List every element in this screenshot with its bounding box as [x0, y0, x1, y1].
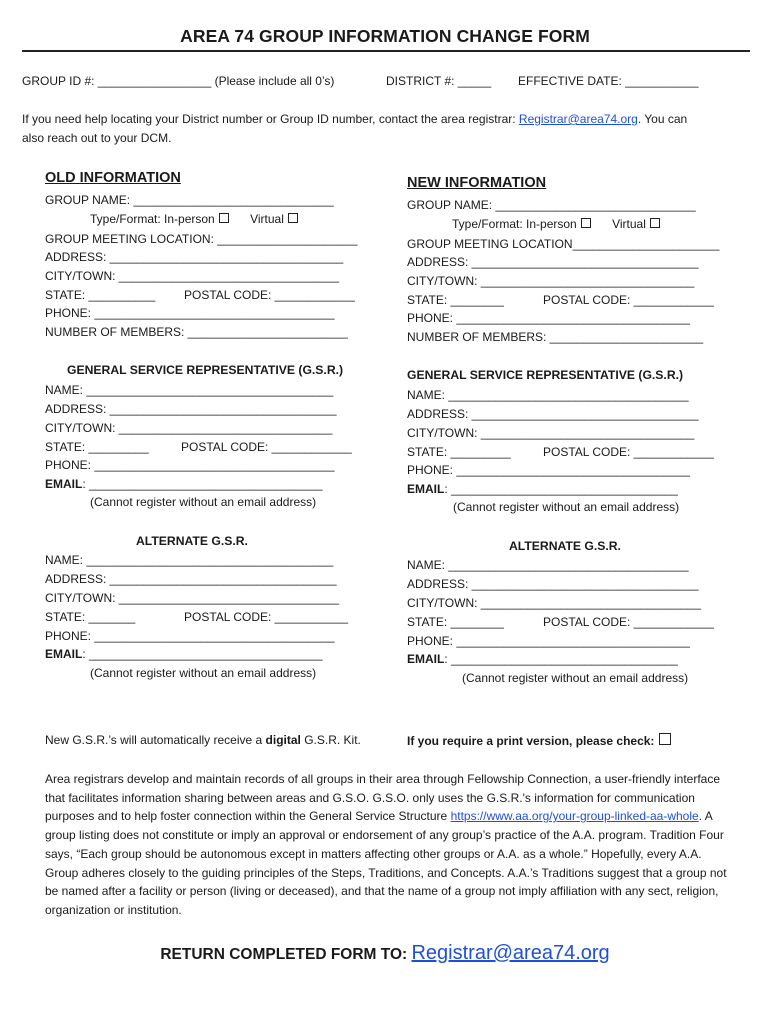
- old-alt-postal-field[interactable]: POSTAL CODE: ___________: [184, 610, 349, 624]
- help-line-2: also reach out to your DCM.: [22, 131, 172, 145]
- kit-bold: digital: [265, 733, 301, 747]
- title-rule: [22, 50, 750, 52]
- email-label: EMAIL: [407, 482, 445, 496]
- page-title: AREA 74 GROUP INFORMATION CHANGE FORM: [180, 26, 590, 46]
- old-gsr-address-field[interactable]: ADDRESS: __________________________________: [45, 402, 337, 416]
- old-type-format: [90, 212, 298, 226]
- new-alt-heading: ALTERNATE G.S.R.: [509, 539, 621, 553]
- email-label: EMAIL: [45, 647, 83, 661]
- gsr-kit-note: [45, 733, 361, 747]
- email-label: EMAIL: [407, 652, 445, 666]
- old-city-field[interactable]: CITY/TOWN: _________________________________: [45, 269, 340, 283]
- old-gsr-name-field[interactable]: NAME: _____________________________________: [45, 383, 334, 397]
- new-alt-address-field[interactable]: ADDRESS: __________________________________: [407, 577, 699, 591]
- old-gsr-city-field[interactable]: CITY/TOWN: ________________________________: [45, 421, 333, 435]
- help-text-suffix: . You can: [637, 112, 688, 126]
- new-alt-state-field[interactable]: STATE: ________: [407, 615, 504, 629]
- aa-org-link[interactable]: https://www.aa.org/your-group-linked-aa-whole: [450, 809, 699, 824]
- registrar-info-paragraph: [45, 770, 735, 920]
- old-alt-state-field[interactable]: STATE: _______: [45, 610, 136, 624]
- old-alt-email-field[interactable]: [45, 647, 323, 661]
- new-state-field[interactable]: STATE: ________: [407, 293, 504, 307]
- old-gsr-email-field[interactable]: [45, 477, 323, 491]
- virtual-label: Virtual: [612, 217, 646, 231]
- registrar-email-link[interactable]: Registrar@area74.org: [518, 112, 638, 126]
- print-version-label: If you require a print version, please check:: [407, 734, 655, 748]
- old-virtual-checkbox[interactable]: [288, 213, 298, 223]
- old-gsr-heading: GENERAL SERVICE REPRESENTATIVE (G.S.R.): [67, 363, 344, 377]
- old-address-field[interactable]: ADDRESS: ___________________________________: [45, 250, 344, 264]
- new-alt-email-note: (Cannot register without an email address): [462, 671, 689, 685]
- old-in-person-checkbox[interactable]: [219, 213, 229, 223]
- old-alt-heading: ALTERNATE G.S.R.: [136, 534, 248, 548]
- district-field[interactable]: DISTRICT #: _____: [386, 74, 492, 88]
- new-gsr-heading: GENERAL SERVICE REPRESENTATIVE (G.S.R.): [407, 368, 684, 382]
- kit-prefix: New G.S.R.’s will automatically receive a: [45, 733, 266, 747]
- return-email-link[interactable]: Registrar@area74.org: [411, 942, 610, 964]
- help-line-1: [22, 112, 687, 126]
- new-gsr-phone-field[interactable]: PHONE: ___________________________________: [407, 463, 690, 477]
- old-gsr-email-note: (Cannot register without an email address): [90, 495, 317, 509]
- new-gsr-name-field[interactable]: NAME: ____________________________________: [407, 388, 689, 402]
- old-postal-field[interactable]: POSTAL CODE: ____________: [184, 288, 355, 302]
- return-label: RETURN COMPLETED FORM TO:: [160, 946, 412, 963]
- new-city-field[interactable]: CITY/TOWN: ________________________________: [407, 274, 695, 288]
- print-version-checkbox[interactable]: [659, 733, 671, 745]
- new-gsr-postal-field[interactable]: POSTAL CODE: ____________: [543, 445, 714, 459]
- virtual-label: Virtual: [250, 212, 284, 226]
- new-group-name-field[interactable]: GROUP NAME: ______________________________: [407, 198, 696, 212]
- paragraph-text-2: . A group listing does not constitute or imply an approval or endorsement of any group’s practice of the A.A. program. Tradition Four says, “Each group should be autonomous except in matters affecting other groups or A.A. as a whole.” Hopefully, every A.A. Group adheres closely to the guiding principles of the Steps, Traditions, and Concepts. A.A.’s Traditions suggest that a group not be named after a facility or person (living or deceased), and that the name of a group not imply affiliation with any sect, religion, organization or institution.: [45, 809, 727, 917]
- group-id-field[interactable]: GROUP ID #: _________________ (Please include all 0’s): [22, 74, 335, 88]
- old-alt-city-field[interactable]: CITY/TOWN: _________________________________: [45, 591, 340, 605]
- in-person-label: Type/Format: In-person: [90, 212, 215, 226]
- new-postal-field[interactable]: POSTAL CODE: ____________: [543, 293, 714, 307]
- new-in-person-checkbox[interactable]: [581, 218, 591, 228]
- email-label: EMAIL: [45, 477, 83, 491]
- new-alt-name-field[interactable]: NAME: ____________________________________: [407, 558, 689, 572]
- new-virtual-checkbox[interactable]: [650, 218, 660, 228]
- help-text: If you need help locating your District number or Group ID number, contact the area registrar:: [22, 112, 519, 126]
- old-alt-email-note: (Cannot register without an email address): [90, 666, 317, 680]
- new-phone-field[interactable]: PHONE: ___________________________________: [407, 311, 690, 325]
- new-alt-email-field[interactable]: [407, 652, 678, 666]
- new-members-field[interactable]: NUMBER OF MEMBERS: _______________________: [407, 330, 704, 344]
- effective-date-field[interactable]: EFFECTIVE DATE: ___________: [518, 74, 699, 88]
- old-phone-field[interactable]: PHONE: ____________________________________: [45, 306, 335, 320]
- old-meeting-location-field[interactable]: GROUP MEETING LOCATION: _____________________: [45, 232, 358, 246]
- new-gsr-email-note: (Cannot register without an email address): [453, 500, 680, 514]
- new-alt-city-field[interactable]: CITY/TOWN: _________________________________: [407, 596, 702, 610]
- new-type-format: [452, 217, 660, 231]
- old-alt-phone-field[interactable]: PHONE: ____________________________________: [45, 629, 335, 643]
- new-gsr-state-field[interactable]: STATE: _________: [407, 445, 511, 459]
- new-gsr-city-field[interactable]: CITY/TOWN: ________________________________: [407, 426, 695, 440]
- new-alt-postal-field[interactable]: POSTAL CODE: ____________: [543, 615, 714, 629]
- new-meeting-location-field[interactable]: GROUP MEETING LOCATION______________________: [407, 237, 720, 251]
- new-alt-phone-field[interactable]: PHONE: ___________________________________: [407, 634, 690, 648]
- new-info-heading: NEW INFORMATION: [407, 175, 547, 191]
- old-gsr-postal-field[interactable]: POSTAL CODE: ____________: [181, 440, 352, 454]
- email-line: : ___________________________________: [82, 477, 323, 491]
- old-gsr-state-field[interactable]: STATE: _________: [45, 440, 149, 454]
- new-address-field[interactable]: ADDRESS: __________________________________: [407, 255, 699, 269]
- old-gsr-phone-field[interactable]: PHONE: ____________________________________: [45, 458, 335, 472]
- old-group-name-field[interactable]: GROUP NAME: ______________________________: [45, 193, 334, 207]
- old-info-heading: OLD INFORMATION: [45, 170, 181, 186]
- print-version-row: [407, 733, 671, 748]
- old-alt-name-field[interactable]: NAME: _____________________________________: [45, 553, 334, 567]
- email-line: : __________________________________: [444, 482, 678, 496]
- return-form-line: [0, 942, 770, 965]
- paragraph-text-1: Area registrars develop and maintain records of all groups in their area through Fellowship Connection, a user-friendly interface that facilitates information sharing between areas and G.S.O. G.S.O. only uses the G.S.R.'s information for communication purposes and to help foster connection within the General Service Structure: [45, 772, 721, 824]
- old-members-field[interactable]: NUMBER OF MEMBERS: ________________________: [45, 325, 348, 339]
- email-line: : ___________________________________: [82, 647, 323, 661]
- email-line: : __________________________________: [444, 652, 678, 666]
- old-alt-address-field[interactable]: ADDRESS: __________________________________: [45, 572, 337, 586]
- new-gsr-email-field[interactable]: [407, 482, 678, 496]
- in-person-label: Type/Format: In-person: [452, 217, 577, 231]
- kit-suffix: G.S.R. Kit.: [300, 733, 361, 747]
- old-state-field[interactable]: STATE: __________: [45, 288, 156, 302]
- new-gsr-address-field[interactable]: ADDRESS: __________________________________: [407, 407, 699, 421]
